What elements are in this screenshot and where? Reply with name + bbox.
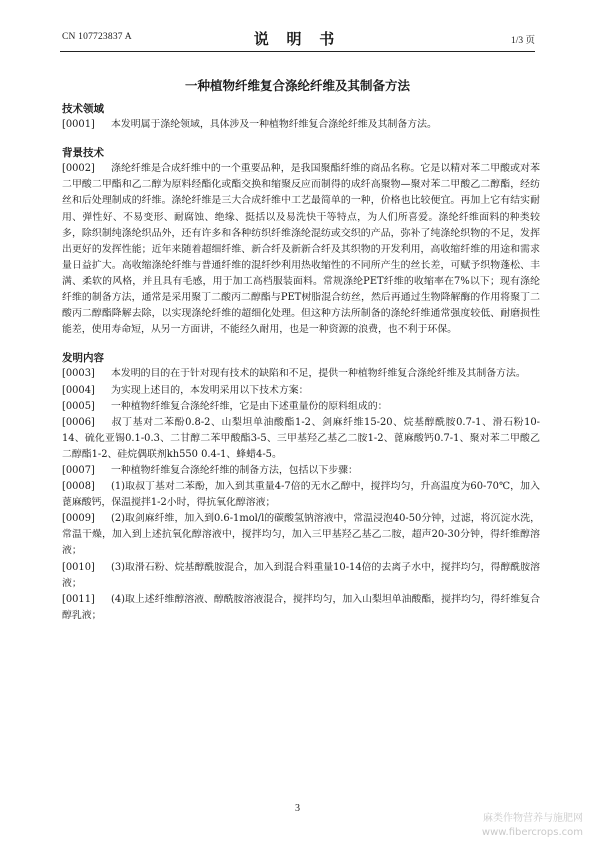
paragraph-0001 [62, 117, 540, 133]
page-number: 3 [295, 803, 300, 814]
page-of-indicator: 1/3 页 [510, 36, 535, 46]
document-title: 一种植物纤维复合涤纶纤维及其制备方法 [184, 78, 410, 93]
section-heading-invention: 发明内容 [62, 352, 104, 365]
section-heading-field: 技术领域 [62, 103, 104, 115]
paragraph-text: 涤纶纤维是合成纤维中的一个重要品种，是我国聚酯纤维的商品名称。它是以精对苯二甲酸或对苯二甲酸二甲酯和乙二醇为原料经酯化或酯交换和缩聚反应而制得的成纤高聚物—聚对苯二甲酸乙二醇酯，经纺丝和后处理制成的纤维。涤纶纤维是三大合成纤维中工艺最简单的一种，价格也比较便宜。再加上它有结实耐用、弹性好、不易变形、耐腐蚀、绝缘、挺括以及易洗快干等特点，为人们所喜爱。涤纶纤维面料的种类较多，除织制纯涤纶织品外，还有许多和各种纺织纤维涤纶混纺或交织的产品，弥补了纯涤纶织物的不足，发挥出更好的发挥性能；近年来随着超细纤维、新合纤及新新合纤及其织物的开发利用，高收缩纤维的用途和需求量日益扩大。高收缩涤纶纤维与普通纤维的混纤纱利用热收缩性的不同所产生的丝长差，可赋予织物蓬松、丰满、柔软的风格，并且具有毛感，用于加工高档服装面料。常规涤纶PET纤维的收缩率在7%以下；现有涤纶纤维的制备方法，通常是采用聚丁二酸丙二醇酯与PET树脂混合纺丝，然后再通过生物降解酶的作用将聚丁二酸丙二醇酯降解去除，以实现涤纶纤维的超细化处理。但这种方法所制备的涤纶纤维通常强度较低、耐磨损性能差，使用寿命短，从另一方面讲，不能经久耐用，也是一种资源的浪费，也不利于环保。 [62, 163, 540, 336]
patent-number: CN 107723837 A [62, 32, 132, 42]
paragraph-0004 [62, 383, 540, 399]
paragraph-number: [0005] [62, 400, 95, 412]
paragraph-number: [0008] [62, 481, 95, 493]
paragraph-number: [0002] [62, 163, 95, 175]
watermark [482, 812, 583, 840]
paragraph-text: 一种植物纤维复合涤纶纤维，它是由下述重量份的原料组成的： [111, 400, 388, 412]
paragraph-0005 [62, 399, 540, 415]
paragraph-number: [0009] [62, 513, 95, 525]
paragraph-0003 [62, 366, 540, 382]
header-divider [60, 51, 535, 52]
paragraph-text: (1)取叔丁基对二苯酚，加入到其重量4-7倍的无水乙醇中，搅拌均匀，升高温度为60-70℃，加入蓖麻酸钙，保温搅拌1-2小时，得抗氧化醇溶液； [62, 481, 540, 509]
paragraph-number: [0001] [62, 119, 95, 131]
watermark-url: www.fibercrops.com [481, 827, 583, 838]
paragraph-0002 [62, 161, 540, 338]
paragraph-number: [0011] [62, 593, 95, 605]
paragraph-text: 叔丁基对二苯酚0.8-2、山梨坦单油酸酯1-2、剑麻纤维15-20、烷基醇酰胺0.7-1、滑石粉10-14、硫化亚锡0.1-0.3、二甘醇二苯甲酸酯3-5、三甲基羟乙基乙二胺1-2、蓖麻酸钙0.7-1、聚对苯二甲酸乙二醇酯1-2、硅烷偶联剂kh550 0.4-1、蜂蜡4-5。 [62, 416, 540, 460]
paragraph-number: [0006] [62, 416, 95, 428]
watermark-site-name: 麻类作物营养与施肥网 [483, 813, 583, 824]
paragraph-text: 本发明属于涤纶领域，具体涉及一种植物纤维复合涤纶纤维及其制备方法。 [111, 119, 437, 131]
paragraph-0009 [62, 511, 540, 559]
document-body [62, 101, 540, 624]
paragraph-text: (2)取剑麻纤维，加入到0.6-1mol/l的碳酸氢钠溶液中，常温浸泡40-50分钟，过滤，将沉淀水洗，常温干燥，加入到上述抗氧化醇溶液中，搅拌均匀，加入三甲基羟乙基乙二胺，超声20-30分钟，得纤维醇溶液； [62, 513, 540, 557]
paragraph-text: 本发明的目的在于针对现有技术的缺陷和不足，提供一种植物纤维复合涤纶纤维及其制备方法。 [111, 368, 526, 380]
paragraph-0008 [62, 479, 540, 511]
paragraph-text: (4)取上述纤维醇溶液、醇酰胺溶液混合，搅拌均匀，加入山梨坦单油酸酯，搅拌均匀，得纤维复合醇乳液； [62, 593, 540, 621]
paragraph-0006 [62, 415, 540, 463]
paragraph-text: 一种植物纤维复合涤纶纤维的制备方法，包括以下步骤： [111, 464, 358, 476]
paragraph-text: 为实现上述目的，本发明采用以下技术方案： [111, 384, 309, 396]
paragraph-number: [0007] [62, 464, 95, 476]
paragraph-number: [0004] [62, 384, 95, 396]
document-type: 说 明 书 [253, 32, 342, 48]
paragraph-text: (3)取滑石粉、烷基醇酰胺混合，加入到混合料重量10-14倍的去离子水中，搅拌均匀，得醇酰胺溶液； [62, 561, 540, 589]
paragraph-0011 [62, 592, 540, 624]
paragraph-number: [0003] [62, 368, 95, 380]
section-heading-background: 背景技术 [62, 147, 104, 160]
paragraph-0007 [62, 463, 540, 479]
paragraph-0010 [62, 560, 540, 592]
paragraph-number: [0010] [62, 561, 95, 573]
